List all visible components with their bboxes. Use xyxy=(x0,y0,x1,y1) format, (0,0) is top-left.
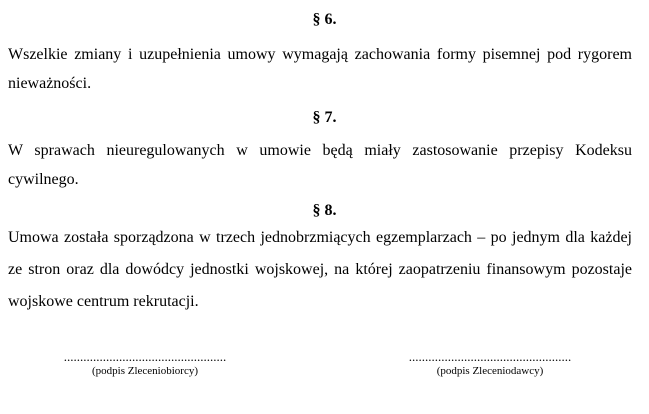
section-6-text: Wszelkie zmiany i uzupełnienia umowy wymagają zachowania formy pisemnej pod rygorem nieważności. xyxy=(8,46,632,92)
section-8-text: Umowa została sporządzona w trzech jednobrzmiących egzemplarzach – po jednym dla każdej ze stron oraz dla dowódcy jednostki wojskowej, na której zaopatrzeniu finansowym pozostaje wojskowe centrum rekrutacji. xyxy=(8,229,632,310)
signature-line-client: .................................................. xyxy=(408,349,572,364)
signature-block-client xyxy=(370,350,610,378)
section-7-heading: § 7. xyxy=(312,109,337,126)
signature-label-client: (podpis Zleceniodawcy) xyxy=(436,365,544,377)
signature-block-contractor xyxy=(30,350,260,378)
signature-label-contractor: (podpis Zleceniobiorcy) xyxy=(92,365,198,377)
section-7-text: W sprawach nieuregulowanych w umowie będą miały zastosowanie przepisy Kodeksu cywilnego. xyxy=(8,142,632,188)
section-8-heading: § 8. xyxy=(312,202,337,219)
section-6-heading: § 6. xyxy=(312,11,337,28)
signature-line-contractor: .................................................. xyxy=(63,349,227,364)
